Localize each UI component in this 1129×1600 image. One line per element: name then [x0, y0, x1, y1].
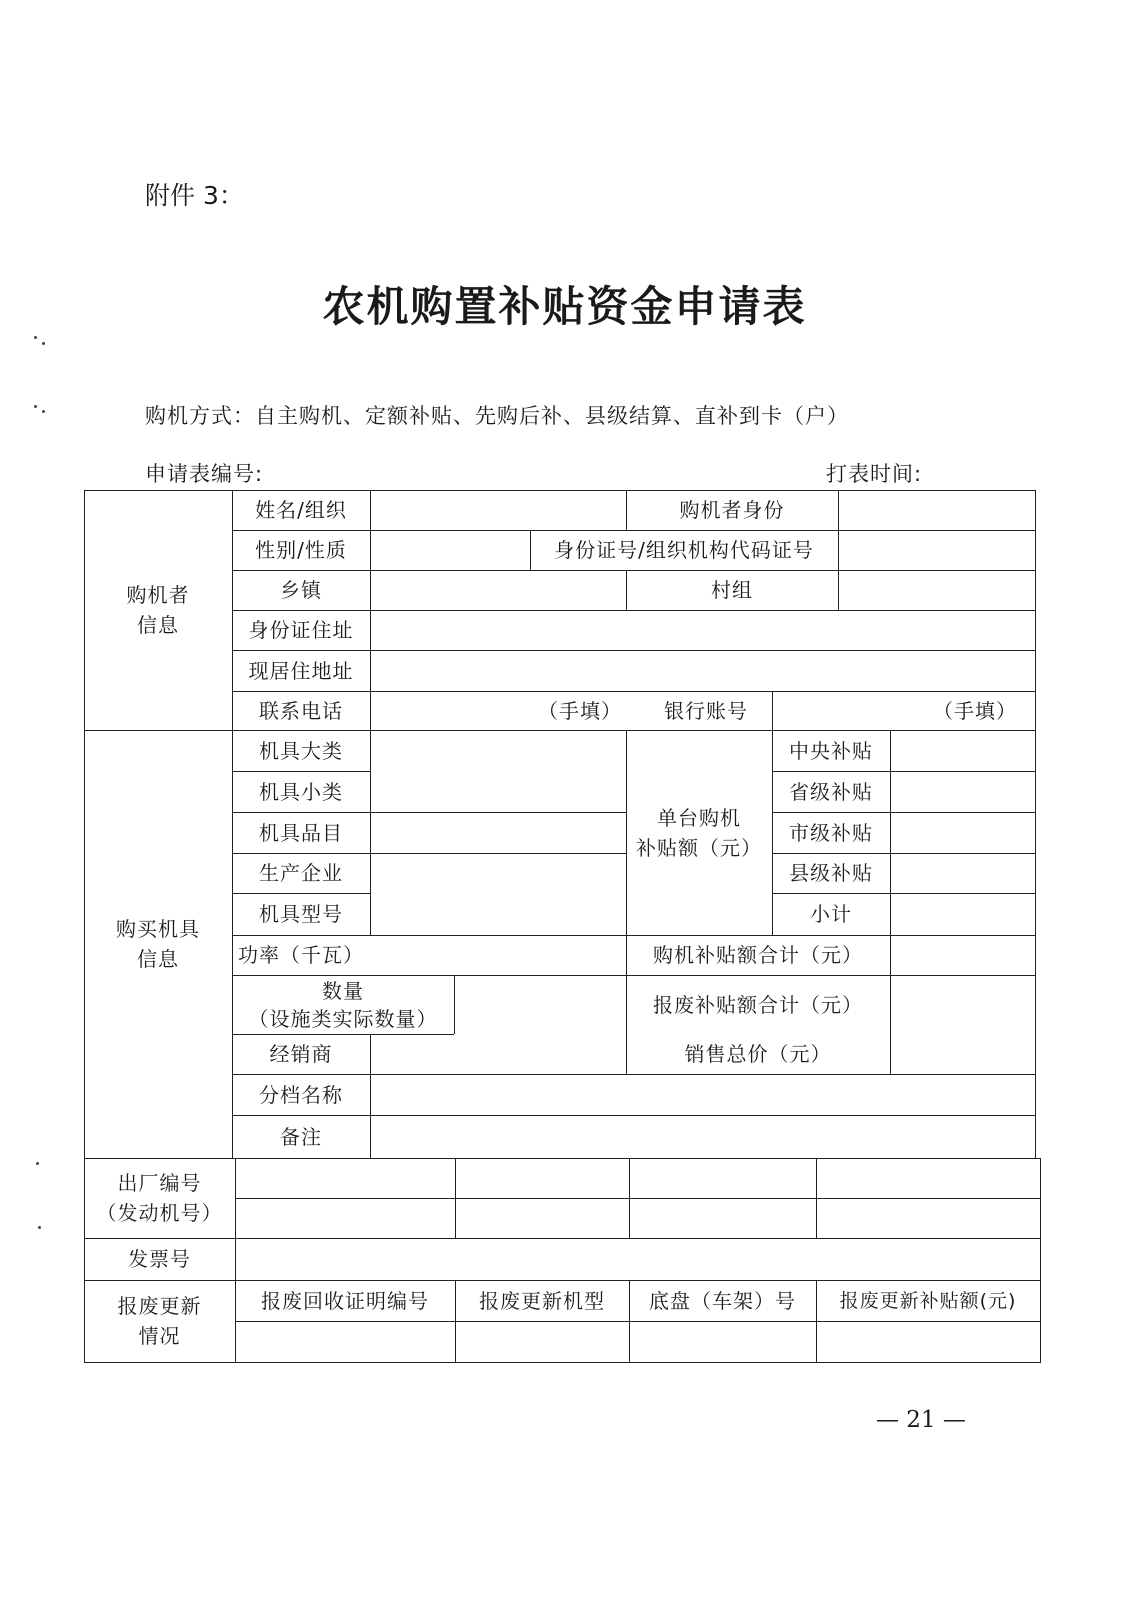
bank-account-label: 银行账号: [664, 698, 748, 723]
id-number-field[interactable]: [838, 530, 1035, 570]
central-subsidy-field[interactable]: [890, 730, 1035, 771]
invoice-number-field[interactable]: [235, 1238, 1040, 1280]
provincial-subsidy-field[interactable]: [890, 771, 1035, 812]
model-field[interactable]: [370, 893, 626, 935]
unit-subsidy-label: 单台购机 补贴额（元）: [636, 805, 762, 860]
provincial-subsidy-label: 省级补贴: [789, 779, 873, 804]
quantity-field[interactable]: [454, 975, 626, 1074]
purchase-method: 购机方式：自主购机、定额补贴、先购后补、县级结算、直补到卡（户）: [145, 404, 849, 428]
buyer-info-heading: 购机者 信息: [126, 583, 190, 637]
total-subsidy-field[interactable]: [890, 935, 1035, 975]
scrap-update-heading: 报废更新 情况: [117, 1294, 202, 1348]
machine-info-heading: 购买机具 信息: [116, 917, 200, 971]
subtotal-field[interactable]: [890, 893, 1035, 935]
category-field[interactable]: [370, 730, 626, 771]
power-label: 功率（千瓦）: [238, 943, 364, 967]
scrap-cert-number-label: 报废回收证明编号: [261, 1288, 429, 1313]
current-address-field[interactable]: [370, 650, 1035, 691]
form-number-label: 申请表编号:: [145, 462, 264, 486]
county-subsidy-field[interactable]: [890, 853, 1035, 893]
subcategory-field[interactable]: [370, 771, 626, 812]
village-field[interactable]: [838, 570, 1035, 610]
village-label: 村组: [711, 578, 753, 602]
chassis-number-label: 底盘（车架）号: [649, 1288, 796, 1313]
total-subsidy-label: 购机补贴额合计（元）: [653, 943, 863, 967]
dealer-label: 经销商: [269, 1042, 333, 1066]
subtotal-label: 小计: [810, 902, 852, 926]
id-address-field[interactable]: [370, 610, 1035, 650]
name-label: 姓名/组织: [255, 498, 347, 522]
factory-number-heading: 出厂编号 （发动机号）: [96, 1171, 223, 1225]
buyer-identity-field[interactable]: [838, 490, 1035, 530]
form-title: 农机购置补贴资金申请表: [322, 282, 807, 331]
category-label: 机具大类: [259, 738, 343, 763]
id-address-label: 身份证住址: [248, 618, 354, 642]
phone-field[interactable]: （手填）: [538, 698, 622, 723]
gender-label: 性别/性质: [255, 538, 347, 562]
city-subsidy-field[interactable]: [890, 812, 1035, 853]
item-label: 机具品目: [259, 820, 343, 845]
model-label: 机具型号: [259, 902, 343, 926]
tier-label: 分档名称: [259, 1082, 343, 1107]
invoice-number-heading: 发票号: [128, 1247, 191, 1271]
sales-total-label: 销售总价（元）: [684, 1042, 832, 1066]
item-field[interactable]: [370, 812, 626, 853]
scrap-total-label: 报废补贴额合计（元）: [653, 992, 863, 1017]
township-field[interactable]: [370, 570, 626, 610]
name-field[interactable]: [370, 490, 626, 530]
scrap-model-label: 报废更新机型: [479, 1288, 605, 1313]
city-subsidy-label: 市级补贴: [789, 820, 873, 845]
county-subsidy-label: 县级补贴: [789, 861, 873, 885]
page-number: — 21 —: [876, 1407, 966, 1433]
manufacturer-field[interactable]: [370, 853, 626, 893]
bank-account-field[interactable]: （手填）: [933, 698, 1017, 723]
central-subsidy-label: 中央补贴: [789, 738, 873, 763]
quantity-label: 数量 （设施类实际数量）: [248, 978, 438, 1031]
remarks-label: 备注: [280, 1124, 322, 1149]
phone-label: 联系电话: [259, 698, 343, 723]
scrap-total-field[interactable]: [890, 975, 1035, 1034]
print-time-label: 打表时间:: [826, 462, 923, 486]
attachment-label: 附件 3：: [145, 181, 244, 210]
id-number-label: 身份证号/组织机构代码证号: [554, 538, 814, 562]
subcategory-label: 机具小类: [259, 779, 343, 804]
buyer-identity-label: 购机者身份: [679, 498, 785, 522]
remarks-field[interactable]: [370, 1115, 1035, 1158]
scrap-subsidy-amount-label: 报废更新补贴额(元): [839, 1289, 1017, 1312]
power-field[interactable]: [370, 935, 626, 975]
manufacturer-label: 生产企业: [259, 861, 343, 885]
sales-total-field[interactable]: [890, 1034, 1035, 1074]
township-label: 乡镇: [280, 578, 322, 602]
tier-field[interactable]: [370, 1074, 1035, 1115]
gender-field[interactable]: [370, 530, 530, 570]
current-address-label: 现居住地址: [248, 658, 354, 683]
